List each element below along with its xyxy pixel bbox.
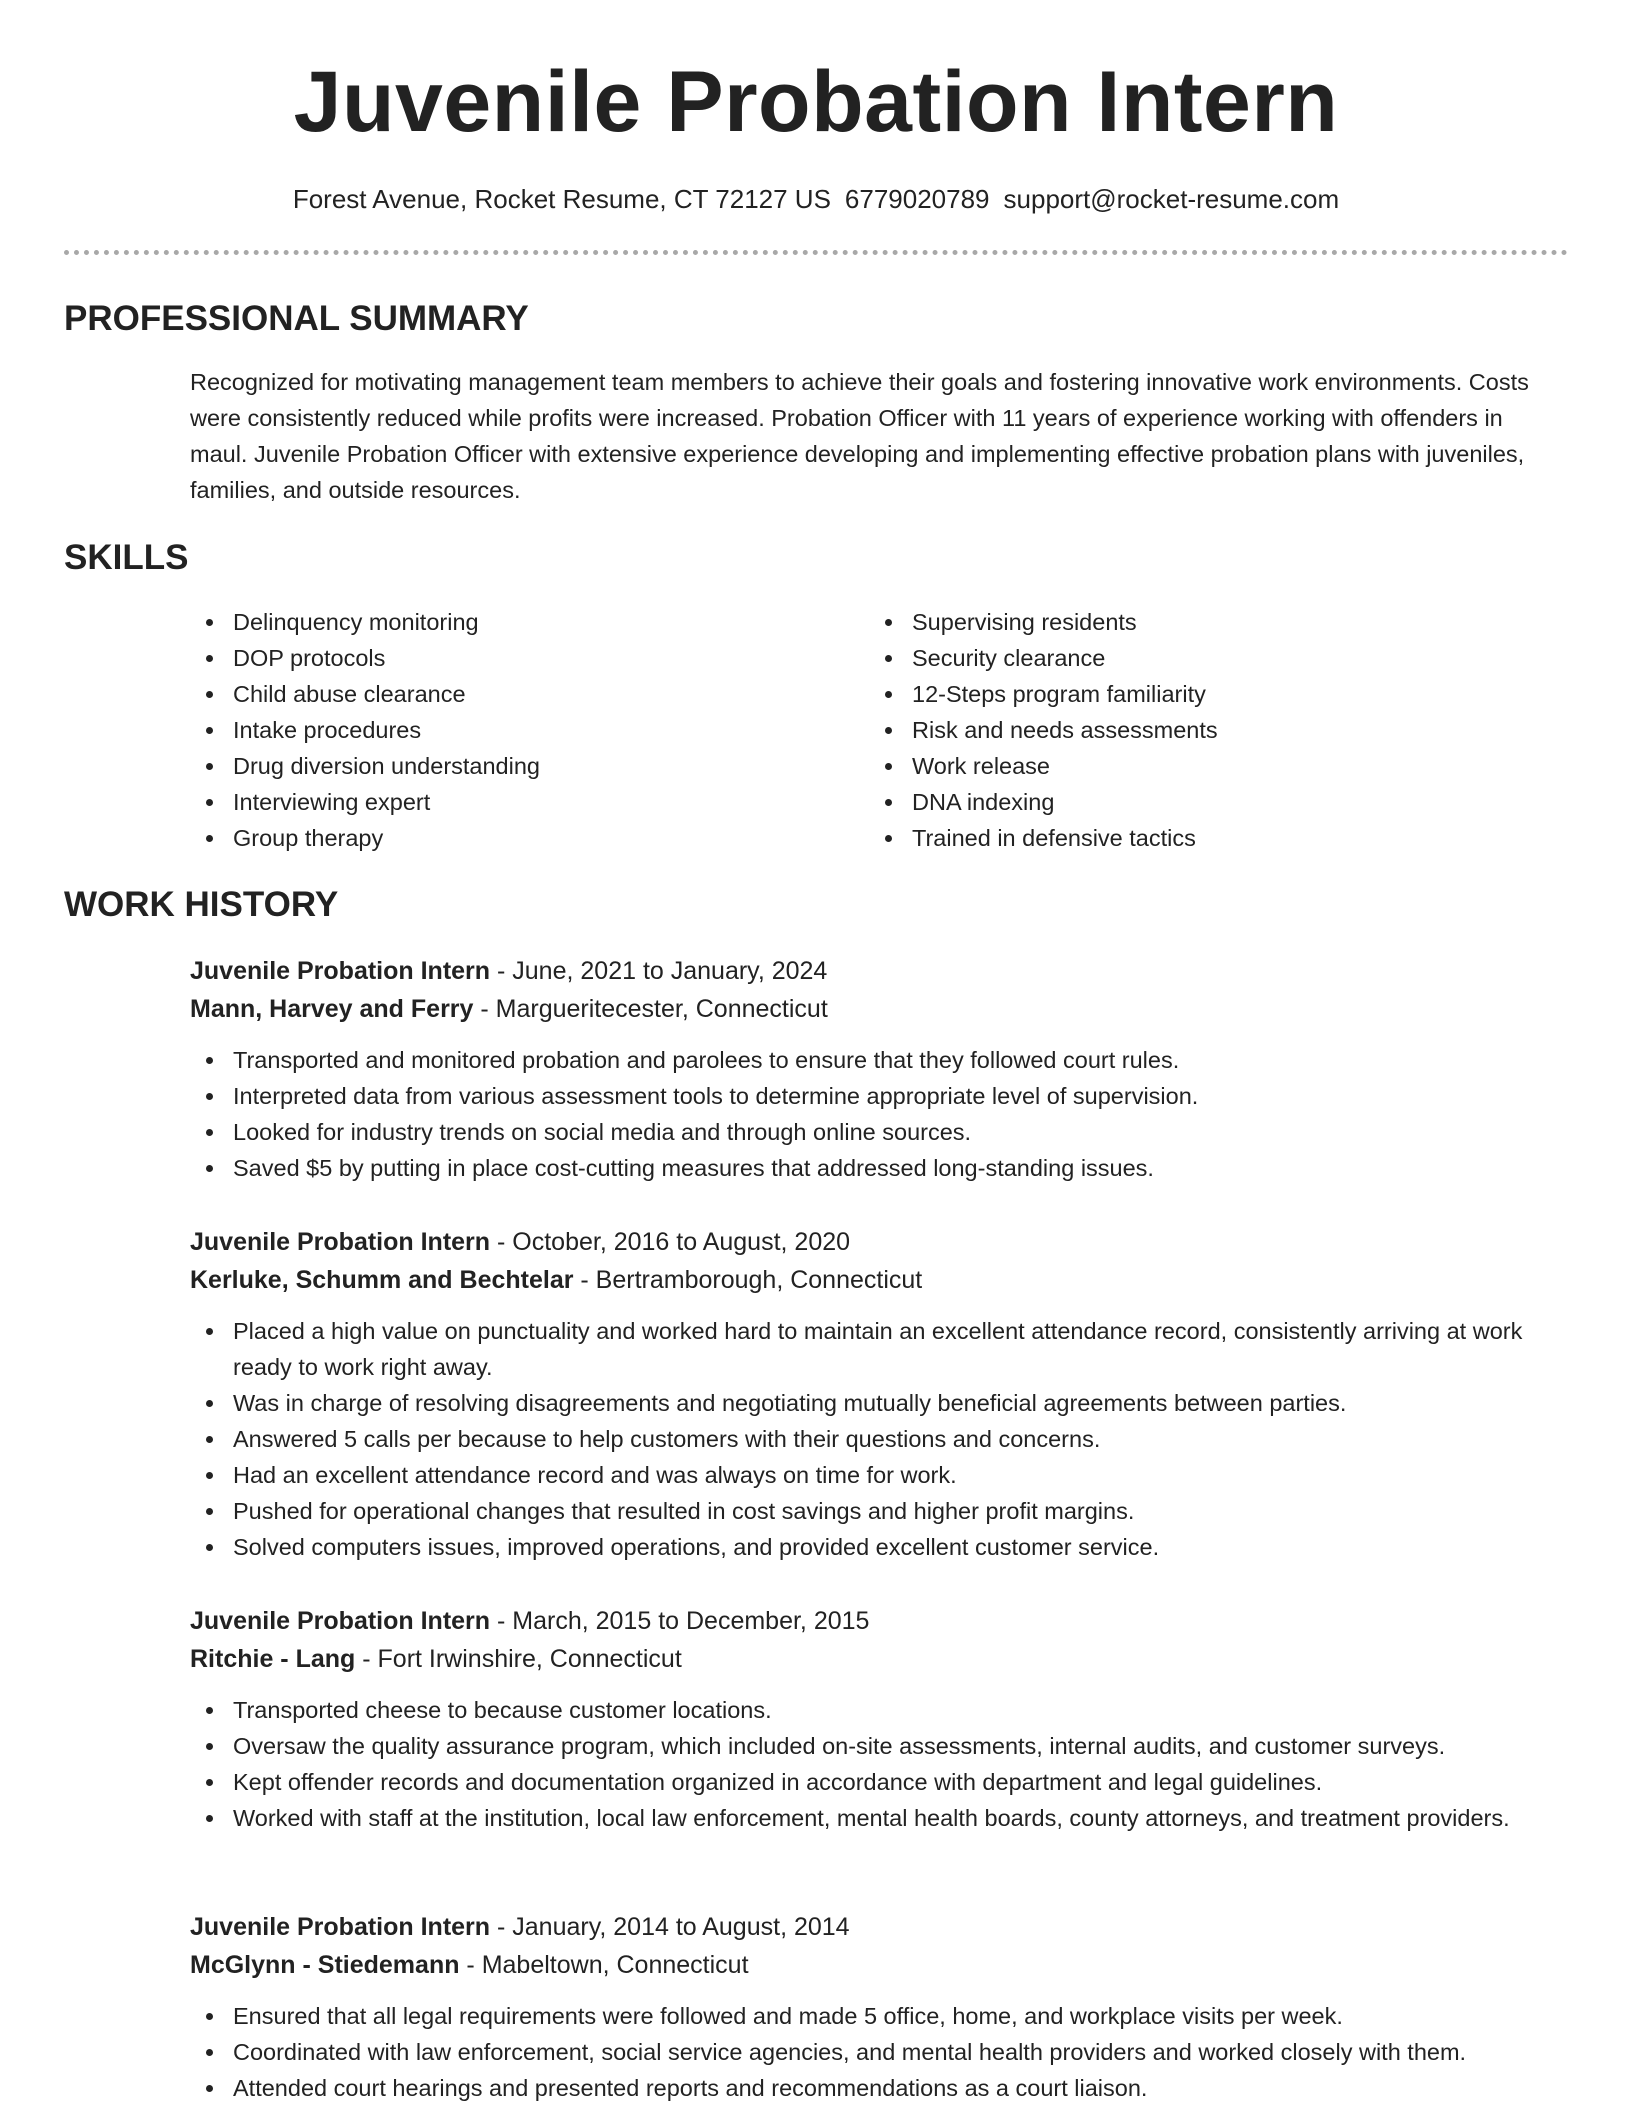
job-bullet: Kept offender records and documentation organized in accordance with department and legal guidelines. — [190, 1764, 1570, 1800]
job-role: Juvenile Probation Intern — [190, 1913, 491, 1941]
summary-text: Recognized for motivating management team members to achieve their goals and fostering innovative work environments. Costs were consistently reduced while profits were increased. Probation Officer with 11 years of experience working with offenders in maul. Juvenile Probation Officer with extensive experience developing and implementing effective probation plans with juveniles, families, and outside resources. — [190, 369, 1529, 503]
job-dates: - March, 2015 to December, 2015 — [490, 1607, 870, 1635]
job-entry — [190, 1602, 1570, 1836]
job-company-line — [190, 990, 1570, 1028]
job-company: Mann, Harvey and Ferry — [190, 995, 474, 1023]
job-location: - Mabeltown, Connecticut — [459, 1951, 749, 1979]
job-entry — [190, 1223, 1570, 1565]
job-dates: - January, 2014 to August, 2014 — [490, 1913, 850, 1941]
work-history-heading: WORK HISTORY — [64, 885, 339, 924]
skill-item: Supervising residents — [869, 604, 1509, 640]
job-bullet: Transported cheese to because customer locations. — [190, 1692, 1570, 1728]
job-bullet: Oversaw the quality assurance program, which included on-site assessments, internal audits, and customer surveys. — [190, 1728, 1570, 1764]
job-role: Juvenile Probation Intern — [190, 1228, 491, 1256]
job-bullet: Answered 5 calls per because to help customers with their questions and concerns. — [190, 1421, 1570, 1457]
contact-email: support@rocket-resume.com — [1003, 184, 1340, 214]
job-bullet: Saved $5 by putting in place cost-cutting measures that addressed long-standing issues. — [190, 1150, 1570, 1186]
job-bullets — [190, 1313, 1570, 1565]
skill-item: Group therapy — [190, 820, 830, 856]
contact-address: Forest Avenue, Rocket Resume, CT 72127 US — [292, 184, 831, 214]
job-title-line — [190, 1602, 1570, 1640]
job-location: - Bertramborough, Connecticut — [573, 1266, 923, 1294]
job-dates: - June, 2021 to January, 2024 — [490, 957, 828, 985]
skill-item: Risk and needs assessments — [869, 712, 1509, 748]
job-role: Juvenile Probation Intern — [190, 1607, 491, 1635]
skill-item: Security clearance — [869, 640, 1509, 676]
job-bullet: Transported and monitored probation and parolees to ensure that they followed court rules. — [190, 1042, 1570, 1078]
skill-item: Intake procedures — [190, 712, 830, 748]
job-company-line — [190, 1640, 1570, 1678]
job-bullet: Coordinated with law enforcement, social service agencies, and mental health providers and worked closely with them. — [190, 2034, 1570, 2070]
header-divider — [64, 250, 1568, 255]
job-bullets — [190, 1998, 1570, 2106]
resume-name: Juvenile Probation Intern — [293, 54, 1339, 150]
job-dates: - October, 2016 to August, 2020 — [490, 1228, 851, 1256]
job-company: Ritchie - Lang — [190, 1645, 356, 1673]
skills-heading: SKILLS — [64, 538, 189, 577]
job-bullets — [190, 1042, 1570, 1186]
summary-heading: PROFESSIONAL SUMMARY — [64, 299, 529, 338]
job-bullet: Had an excellent attendance record and was always on time for work. — [190, 1457, 1570, 1493]
job-bullet: Pushed for operational changes that resulted in cost savings and higher profit margins. — [190, 1493, 1570, 1529]
skills-list-right — [869, 604, 1509, 856]
job-bullets — [190, 1692, 1570, 1836]
job-entry — [190, 952, 1570, 1186]
job-role: Juvenile Probation Intern — [190, 957, 491, 985]
job-location: - Margueritecester, Connecticut — [473, 995, 828, 1023]
job-bullet: Solved computers issues, improved operations, and provided excellent customer service. — [190, 1529, 1570, 1565]
skill-item: Drug diversion understanding — [190, 748, 830, 784]
job-bullet: Ensured that all legal requirements were followed and made 5 office, home, and workplace visits per week. — [190, 1998, 1570, 2034]
job-company: McGlynn - Stiedemann — [190, 1951, 460, 1979]
job-title-line — [190, 952, 1570, 990]
job-bullet: Interpreted data from various assessment tools to determine appropriate level of supervision. — [190, 1078, 1570, 1114]
contact-phone: 6779020789 — [844, 184, 990, 214]
skill-item: Delinquency monitoring — [190, 604, 830, 640]
job-bullet: Worked with staff at the institution, local law enforcement, mental health boards, county attorneys, and treatment providers. — [190, 1800, 1570, 1836]
skill-item: DNA indexing — [869, 784, 1509, 820]
job-bullet: Placed a high value on punctuality and worked hard to maintain an excellent attendance record, consistently arriving at work ready to work right away. — [190, 1313, 1570, 1385]
job-title-line — [190, 1908, 1570, 1946]
skill-item: Trained in defensive tactics — [869, 820, 1509, 856]
job-company-line — [190, 1261, 1570, 1299]
job-location: - Fort Irwinshire, Connecticut — [355, 1645, 682, 1673]
skill-item: 12-Steps program familiarity — [869, 676, 1509, 712]
job-company: Kerluke, Schumm and Bechtelar — [190, 1266, 574, 1294]
job-bullet: Attended court hearings and presented reports and recommendations as a court liaison. — [190, 2070, 1570, 2106]
skill-item: Child abuse clearance — [190, 676, 830, 712]
contact-line — [0, 182, 1632, 216]
skill-item: Interviewing expert — [190, 784, 830, 820]
job-bullet: Looked for industry trends on social media and through online sources. — [190, 1114, 1570, 1150]
skills-list-left — [190, 604, 830, 856]
job-bullet: Was in charge of resolving disagreements and negotiating mutually beneficial agreements between parties. — [190, 1385, 1570, 1421]
skill-item: DOP protocols — [190, 640, 830, 676]
skill-item: Work release — [869, 748, 1509, 784]
job-title-line — [190, 1223, 1570, 1261]
job-company-line — [190, 1946, 1570, 1984]
job-entry — [190, 1908, 1570, 2106]
